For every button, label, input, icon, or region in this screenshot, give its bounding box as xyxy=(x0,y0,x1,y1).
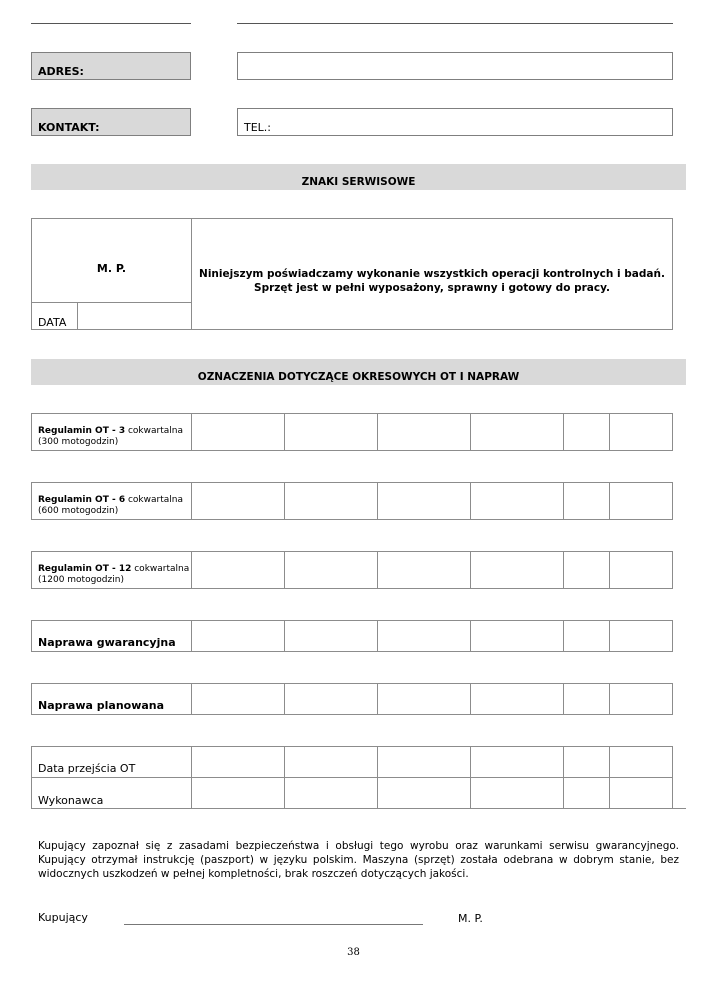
tel-label: TEL.: xyxy=(244,121,272,134)
contact-label-box xyxy=(31,108,191,136)
row-label-cell xyxy=(32,414,192,450)
address-label: ADRES: xyxy=(38,65,84,78)
entry-cell[interactable] xyxy=(471,778,564,809)
certification-text: Niniejszym poświadczamy wykonanie wszystkich operacji kontrolnych i badań. Sprzęt jest w pełni wyposażony, sprawny i gotowy do pracy. xyxy=(199,268,665,294)
row-label: Naprawa gwarancyjna xyxy=(38,636,176,649)
row-label: Wykonawca xyxy=(38,794,104,807)
entry-cell[interactable] xyxy=(378,747,471,777)
entry-cell[interactable] xyxy=(471,483,564,519)
ot-header-band xyxy=(31,359,686,385)
entry-cell[interactable] xyxy=(192,747,285,777)
row-label: Regulamin OT - 12 cokwartalna (1200 motogodzin) xyxy=(38,564,190,585)
entry-cell[interactable] xyxy=(285,483,378,519)
entry-cell[interactable] xyxy=(378,621,471,651)
entry-cell[interactable] xyxy=(285,778,378,809)
entry-cell[interactable] xyxy=(610,552,672,588)
date-label-cell xyxy=(32,302,78,329)
top-line-right xyxy=(237,23,673,24)
entry-cell[interactable] xyxy=(378,684,471,714)
buyer-statement: Kupujący zapoznał się z zasadami bezpieczeństwa i obsługi tego wyrobu oraz warunkami serwisu gwarancyjnego. Kupujący otrzymał instrukcję (paszport) w języku polskim. Maszyna (sprzęt) została odebrana w dobrym stanie, bez widocznych uszkodzeń w pełnej kompletności, brak roszczeń dotyczących jakości. xyxy=(38,840,679,880)
buyer-mp-label: M. P. xyxy=(458,912,483,925)
entry-cell[interactable] xyxy=(564,778,610,809)
row-label-cell xyxy=(32,684,192,714)
entry-cell[interactable] xyxy=(285,621,378,651)
entry-cell[interactable] xyxy=(471,747,564,777)
row-label: Regulamin OT - 3 cokwartalna (300 motogodzin) xyxy=(38,426,183,447)
address-label-box xyxy=(31,52,191,80)
entry-cell[interactable] xyxy=(378,778,471,809)
row-label: Regulamin OT - 6 cokwartalna (600 motogodzin) xyxy=(38,495,183,516)
tel-field[interactable] xyxy=(237,108,673,136)
entry-cell[interactable] xyxy=(471,621,564,651)
date-label: DATA xyxy=(38,316,67,329)
entry-cell[interactable] xyxy=(471,552,564,588)
buyer-signature-line[interactable] xyxy=(124,924,423,925)
service-stamp-table xyxy=(31,218,673,330)
table-bottom-line xyxy=(31,808,686,809)
entry-cell[interactable] xyxy=(610,483,672,519)
entry-cell[interactable] xyxy=(285,552,378,588)
entry-cell[interactable] xyxy=(471,684,564,714)
contact-label: KONTAKT: xyxy=(38,121,100,134)
entry-cell[interactable] xyxy=(564,621,610,651)
row-label-cell xyxy=(32,621,192,651)
entry-cell[interactable] xyxy=(610,778,672,809)
entry-cell[interactable] xyxy=(564,747,610,777)
table-row-warranty-repair xyxy=(31,620,673,652)
table-row-executor xyxy=(31,777,673,809)
page-number: 38 xyxy=(347,947,360,958)
address-field[interactable] xyxy=(237,52,673,80)
entry-cell[interactable] xyxy=(564,414,610,450)
row-label: Data przejścia OT xyxy=(38,762,136,775)
ot-header: OZNACZENIA DOTYCZĄCE OKRESOWYCH OT I NAPRAW xyxy=(197,371,520,383)
entry-cell[interactable] xyxy=(192,621,285,651)
stamp-mp-label: M. P. xyxy=(96,262,127,275)
row-label-cell xyxy=(32,483,192,519)
top-line-left xyxy=(31,23,191,24)
row-label-cell xyxy=(32,552,192,588)
table-row-ot12 xyxy=(31,551,673,589)
entry-cell[interactable] xyxy=(378,414,471,450)
entry-cell[interactable] xyxy=(285,747,378,777)
entry-cell[interactable] xyxy=(285,684,378,714)
service-header: ZNAKI SERWISOWE xyxy=(301,176,416,188)
table-row-planned-repair xyxy=(31,683,673,715)
row-label-cell xyxy=(32,747,192,777)
date-field[interactable] xyxy=(78,302,191,329)
entry-cell[interactable] xyxy=(564,552,610,588)
entry-cell[interactable] xyxy=(610,747,672,777)
entry-cell[interactable] xyxy=(378,483,471,519)
entry-cell[interactable] xyxy=(564,684,610,714)
entry-cell[interactable] xyxy=(378,552,471,588)
entry-cell[interactable] xyxy=(192,684,285,714)
entry-cell[interactable] xyxy=(610,414,672,450)
table-row-ot-date xyxy=(31,746,673,778)
entry-cell[interactable] xyxy=(610,684,672,714)
stamp-cell xyxy=(32,219,192,329)
entry-cell[interactable] xyxy=(610,621,672,651)
entry-cell[interactable] xyxy=(192,552,285,588)
entry-cell[interactable] xyxy=(471,414,564,450)
buyer-label: Kupujący xyxy=(38,911,88,924)
entry-cell[interactable] xyxy=(192,483,285,519)
row-label: Naprawa planowana xyxy=(38,699,165,712)
service-header-band xyxy=(31,164,686,190)
row-label-cell xyxy=(32,778,192,809)
table-row-ot6 xyxy=(31,482,673,520)
table-row-ot3 xyxy=(31,413,673,451)
entry-cell[interactable] xyxy=(564,483,610,519)
entry-cell[interactable] xyxy=(192,778,285,809)
entry-cell[interactable] xyxy=(192,414,285,450)
entry-cell[interactable] xyxy=(285,414,378,450)
